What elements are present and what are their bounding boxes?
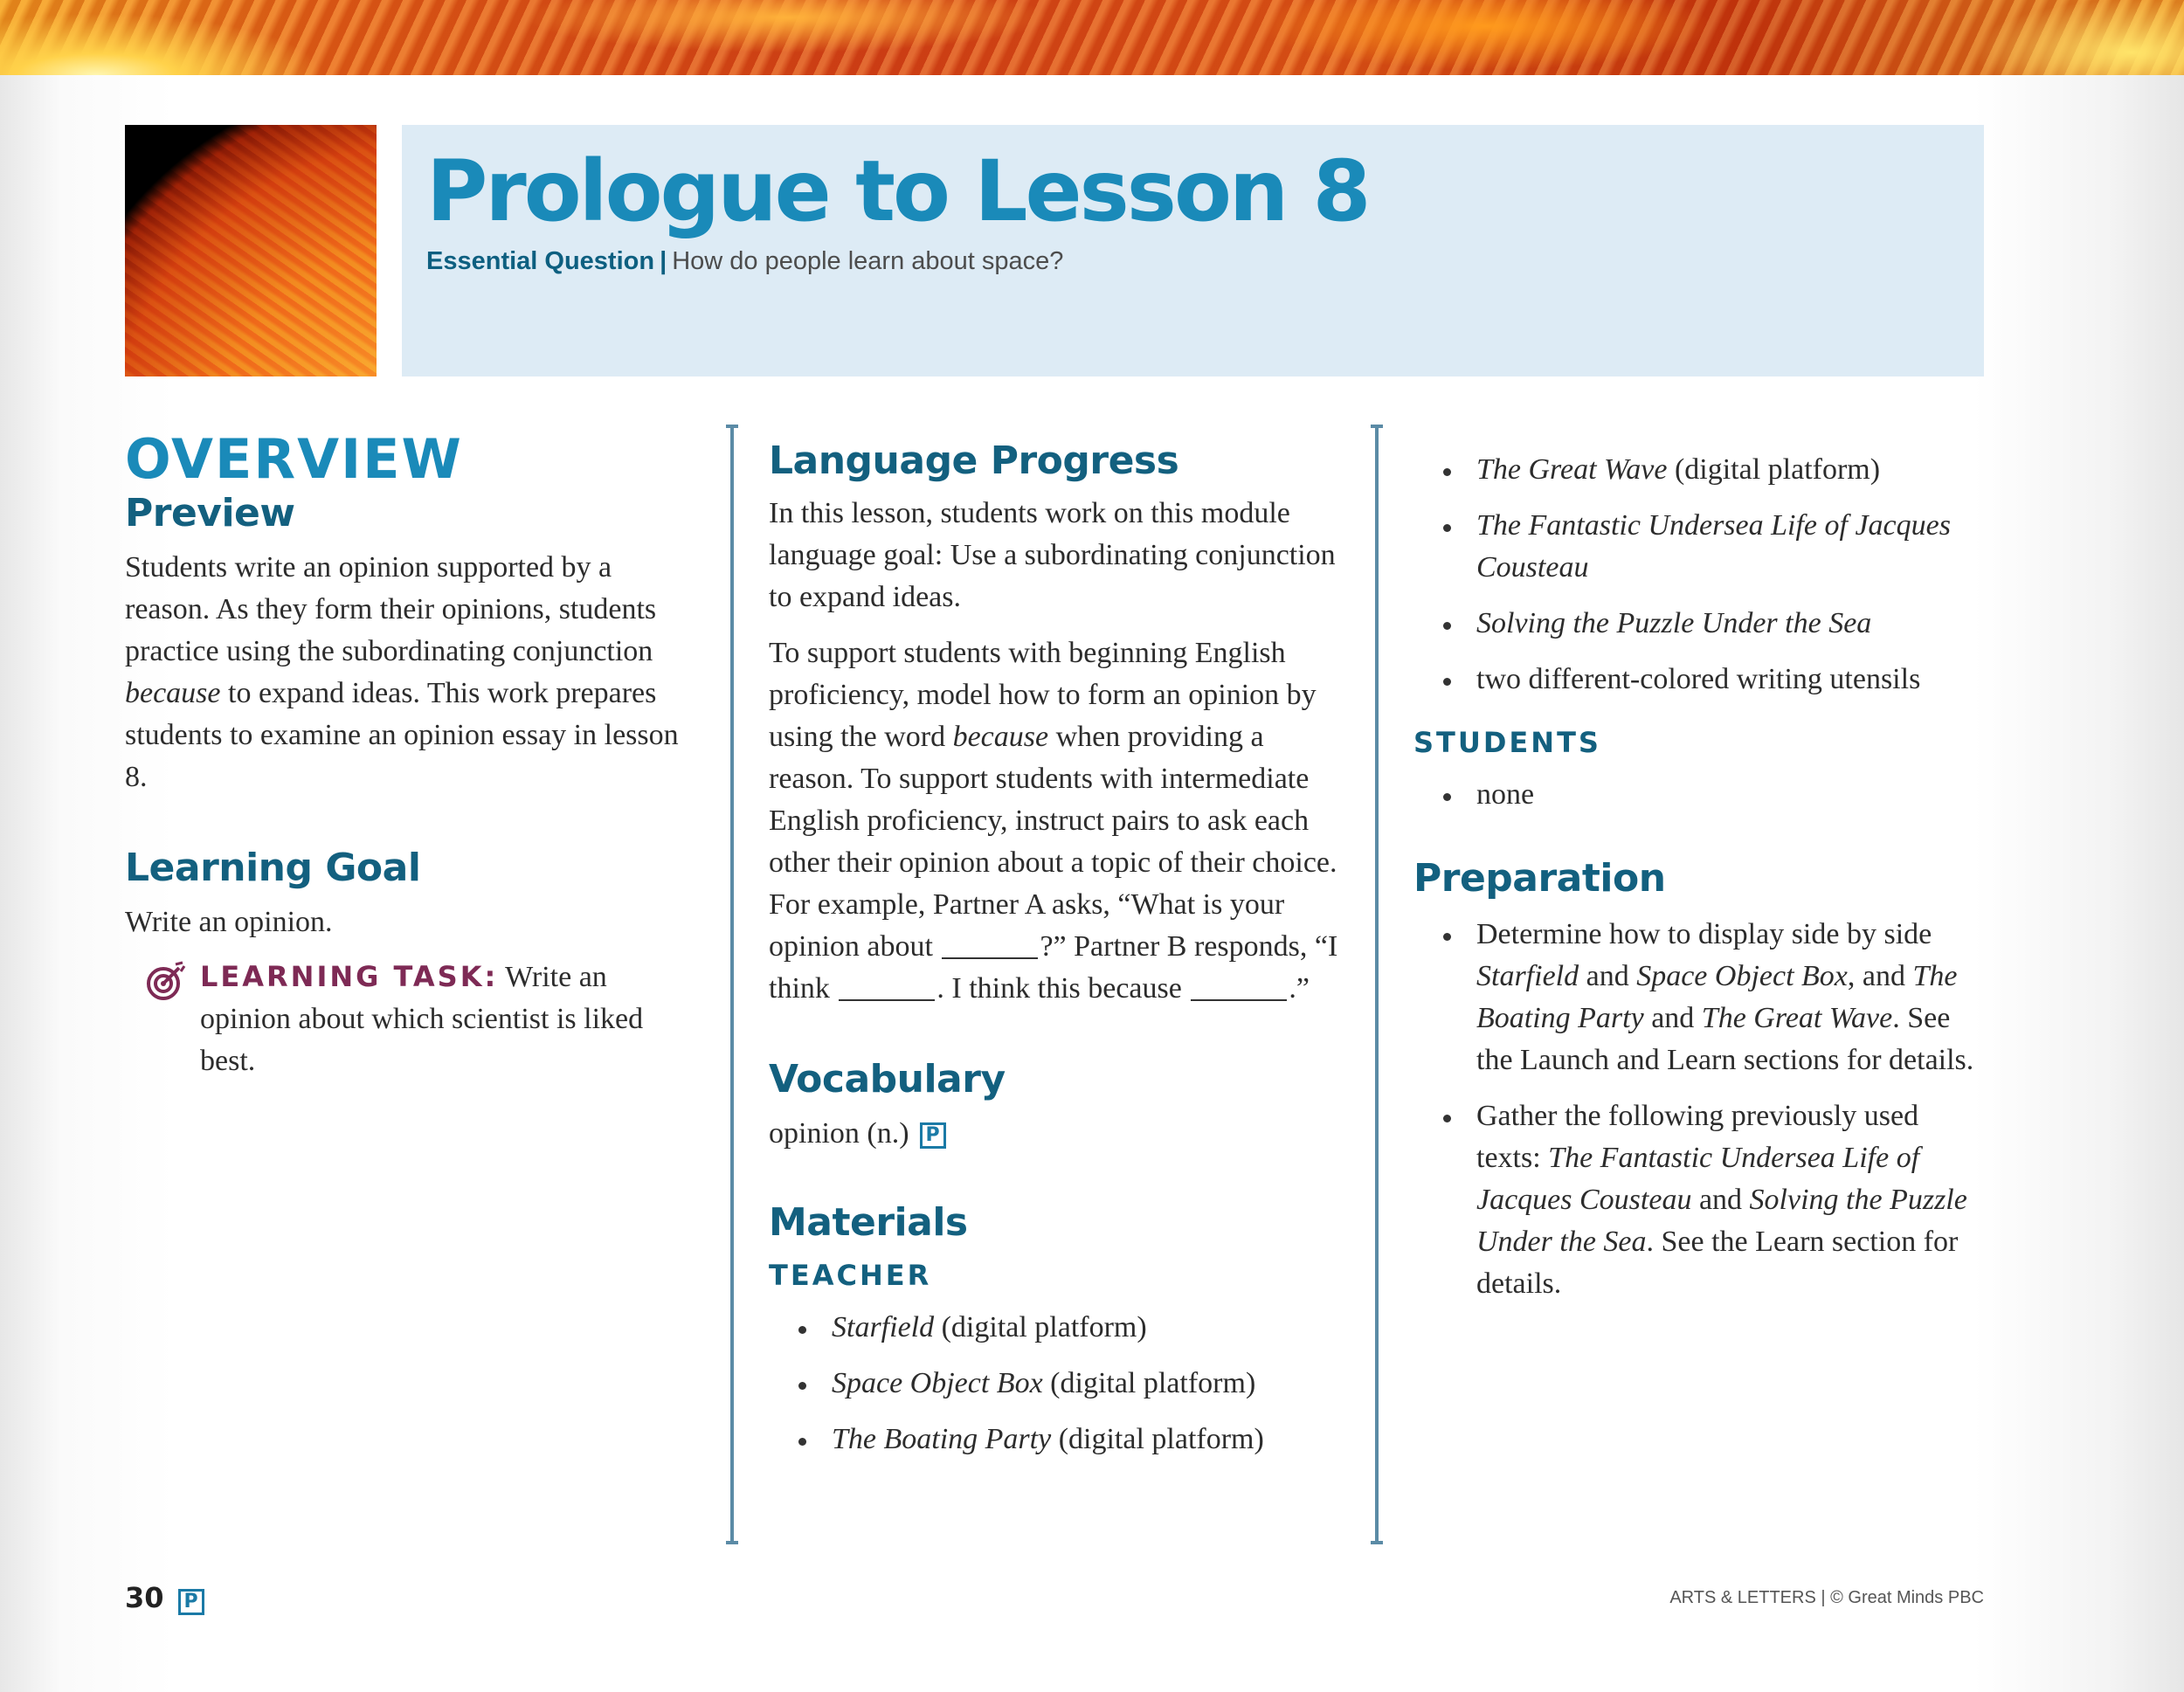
language-progress-heading: Language Progress (769, 439, 1179, 483)
blank-line (1191, 975, 1287, 1001)
list-item: none (1413, 774, 1990, 816)
list-item: Solving the Puzzle Under the Sea (1413, 603, 1990, 645)
vocabulary-item: opinion (n.) P (769, 1113, 1350, 1155)
column-overview (125, 428, 719, 1082)
essential-question-text: How do people learn about space? (672, 247, 1064, 275)
list-item: Determine how to display side by side Starfield and Space Object Box, and The Boating Party and The Great Wave. See the Launch and Learn sections for details. (1413, 914, 1990, 1081)
title-box (402, 125, 1984, 376)
essential-question (426, 247, 1063, 276)
preparation-heading: Preparation (1413, 856, 1666, 901)
essential-question-label: Essential Question (426, 247, 655, 275)
materials-heading: Materials (769, 1200, 968, 1245)
learning-goal-heading: Learning Goal (125, 846, 421, 890)
sun-thumbnail-image (125, 125, 377, 376)
students-materials-list (1413, 774, 1990, 816)
teacher-materials-list (769, 1307, 1350, 1461)
list-item: Space Object Box (digital platform) (769, 1363, 1350, 1405)
preview-heading: Preview (125, 491, 295, 535)
footer-credit: ARTS & LETTERS | © Great Minds PBC (1669, 1588, 1984, 1607)
language-progress-text-2: To support students with beginning English proficiency, model how to form an opinion by using the word because when providing a reason. To support students with intermediate English proficiency, instruct pairs to ask each other their opinion about a topic of their choice. For example, Partner A asks, “What is your opinion about ?” Partner B responds, “I think . I think this because .” (769, 637, 1338, 1005)
vocabulary-heading: Vocabulary (769, 1057, 1006, 1102)
list-item: two different-colored writing utensils (1413, 659, 1990, 701)
column-language-materials (769, 428, 1350, 1461)
column-divider-2 (1371, 425, 1383, 1544)
students-heading: STUDENTS (1413, 726, 1601, 759)
language-progress-text-1: In this lesson, students work on this module language goal: Use a subordinating conjunction to expand ideas. (769, 497, 1336, 613)
column-divider-1 (726, 425, 738, 1544)
list-item: The Fantastic Undersea Life of Jacques Cousteau (1413, 505, 1990, 589)
preview-text: Students write an opinion supported by a reason. As they form their opinions, students practice using the subordinating conjunction because to expand ideas. This work prepares students to examine an opinion essay in lesson 8. (125, 551, 679, 793)
list-item: Gather the following previously used texts: The Fantastic Undersea Life of Jacques Cousteau and Solving the Puzzle Under the Sea. See the Learn section for details. (1413, 1095, 1990, 1305)
learning-task-label: LEARNING TASK: (200, 960, 499, 993)
overview-heading: OVERVIEW (125, 427, 463, 491)
page-number: 30 P (125, 1581, 204, 1615)
preparation-list (1413, 914, 1990, 1305)
learning-task (200, 956, 654, 1082)
list-item: The Great Wave (digital platform) (1413, 449, 1990, 491)
list-item: The Boating Party (digital platform) (769, 1419, 1350, 1461)
sun-banner-image (0, 0, 2184, 75)
learning-goal-text: Write an opinion. (125, 906, 333, 938)
blank-line (942, 933, 1038, 959)
essential-question-separator: | (660, 247, 667, 275)
target-icon (146, 961, 186, 1001)
p-badge-icon: P (920, 1122, 946, 1149)
learning-task-text: LEARNING TASK: Write an opinion about which scientist is liked best. (200, 960, 644, 1077)
page-title: Prologue to Lesson 8 (426, 142, 1369, 240)
list-item: Starfield (digital platform) (769, 1307, 1350, 1349)
teacher-materials-list-continued (1413, 449, 1990, 701)
column-continued (1413, 428, 1990, 1305)
p-badge-icon: P (178, 1589, 204, 1615)
teacher-heading: TEACHER (769, 1259, 932, 1292)
blank-line (839, 975, 935, 1001)
